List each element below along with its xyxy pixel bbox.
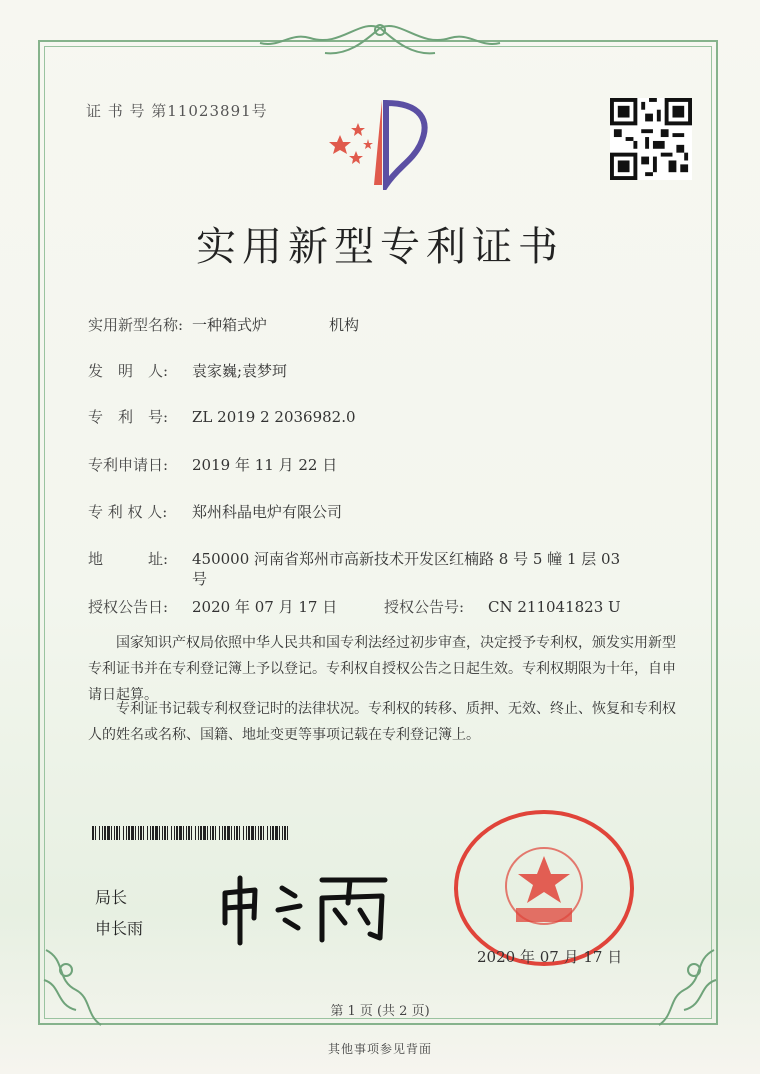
qr-code-icon bbox=[610, 98, 692, 180]
field-label: 地 址: bbox=[88, 550, 169, 568]
field-value: 号 bbox=[192, 570, 208, 588]
field-filing-date bbox=[88, 454, 337, 475]
paragraph-legal-status: 专利证书记载专利权登记时的法律状况。专利权的转移、质押、无效、终止、恢复和专利权人的姓名或名称、国籍、地址变更等事项记载在专利登记簿上。 bbox=[88, 701, 676, 743]
certificate-title: 实用新型专利证书 bbox=[196, 224, 564, 270]
field-label: 专利申请日: bbox=[88, 456, 169, 474]
paragraph-grant-statement: 国家知识产权局依照中华人民共和国专利法经过初步审查，决定授予专利权，颁发实用新型专利证书并在专利登记簿上予以登记。专利权自授权公告之日起生效。专利权期限为十年，自申请日起算。 bbox=[88, 635, 676, 703]
barcode-icon bbox=[92, 826, 292, 840]
field-utility-model-name bbox=[88, 314, 359, 335]
field-patent-number bbox=[88, 406, 356, 427]
field-label: 专 利 号: bbox=[88, 408, 169, 426]
signatory-name: 申长雨 bbox=[95, 919, 144, 938]
field-value: 一种箱式炉 bbox=[192, 316, 268, 334]
field-label: 实用新型名称: bbox=[88, 316, 184, 334]
field-value: CN 211041823 U bbox=[488, 598, 621, 616]
field-value: 2020 年 07 月 17 日 bbox=[192, 598, 338, 616]
field-label: 专 利 权 人: bbox=[88, 503, 168, 521]
field-value: 郑州科晶电炉有限公司 bbox=[192, 503, 343, 521]
field-grant-number bbox=[384, 596, 621, 617]
field-value: ZL 2019 2 2036982.0 bbox=[192, 408, 356, 426]
field-patentee bbox=[88, 501, 342, 522]
field-value: 袁家巍;袁梦珂 bbox=[192, 362, 288, 380]
seal-date: 2020 年 07 月 17 日 bbox=[477, 948, 623, 966]
field-value: 2019 年 11 月 22 日 bbox=[192, 456, 338, 474]
field-value-suffix: 机构 bbox=[329, 316, 360, 334]
field-grant-date bbox=[88, 596, 337, 617]
official-seal-icon bbox=[450, 808, 638, 968]
footer-note: 其他事项参见背面 bbox=[327, 1042, 432, 1056]
field-address bbox=[88, 548, 620, 569]
field-address-line2 bbox=[192, 568, 207, 589]
field-inventor bbox=[88, 360, 287, 381]
field-label: 授权公告日: bbox=[88, 598, 169, 616]
cnipa-logo-icon bbox=[320, 95, 440, 190]
signatory-title: 局长 bbox=[95, 888, 128, 907]
field-label: 发 明 人: bbox=[88, 362, 169, 380]
field-value: 450000 河南省郑州市高新技术开发区红楠路 8 号 5 幢 1 层 03 bbox=[192, 550, 621, 568]
certificate-number: 证 书 号 第11023891号 bbox=[86, 102, 268, 120]
top-ornament bbox=[250, 18, 510, 63]
page-number: 第 1 页 (共 2 页) bbox=[330, 1004, 430, 1019]
handwritten-signature-icon bbox=[210, 868, 400, 948]
field-label: 授权公告号: bbox=[384, 598, 465, 616]
